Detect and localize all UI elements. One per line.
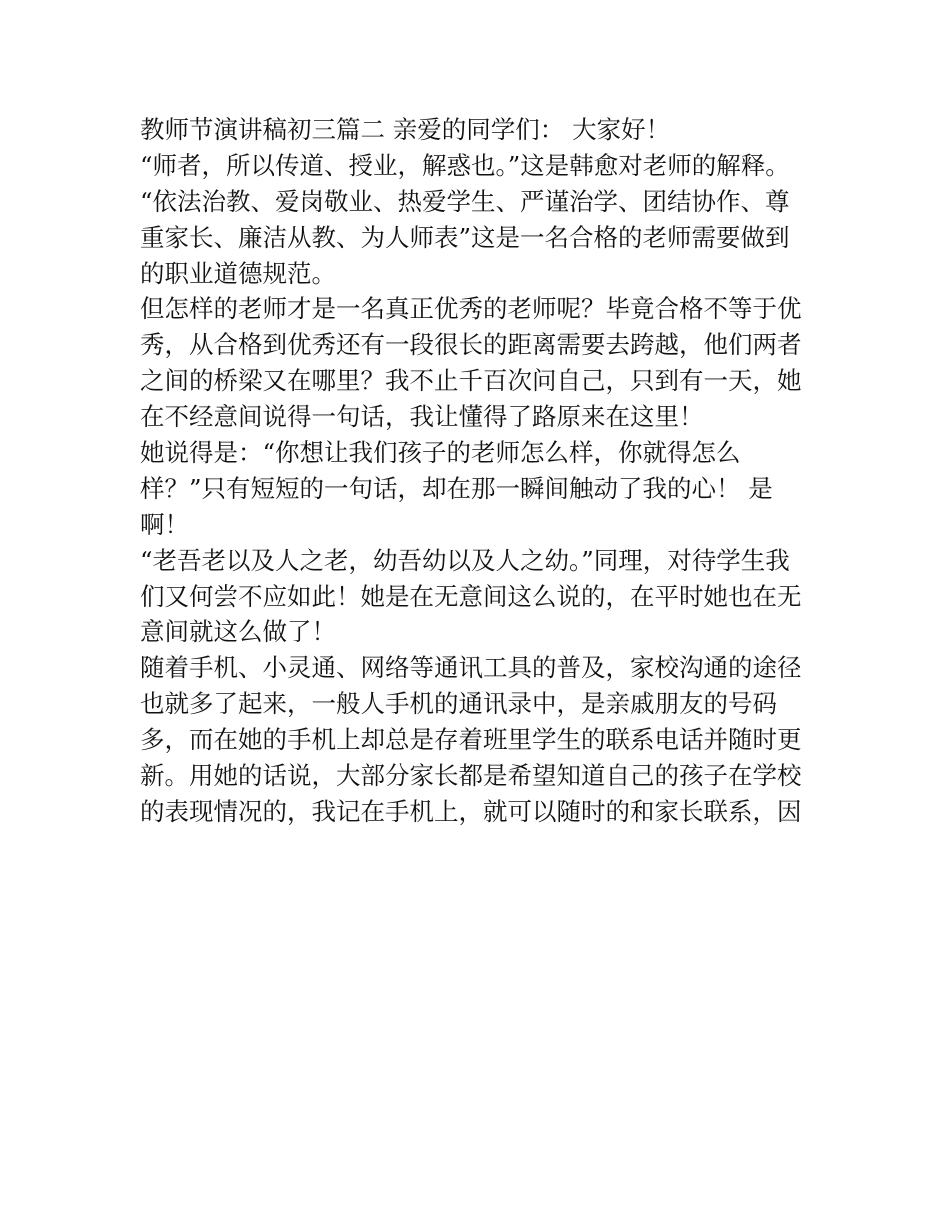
text-line: 样？”只有短短的一句话，却在那一瞬间触动了我的心！ 是 bbox=[140, 473, 773, 503]
text-line: 重家长、廉洁从教、为人师表”这是一名合格的老师需要做到 bbox=[140, 222, 790, 252]
text-line: 之间的桥梁又在哪里？我不止千百次问自己，只到有一天，她 bbox=[140, 366, 802, 396]
text-line: “老吾老以及人之老，幼吾幼以及人之幼。”同理，对待学生我 bbox=[140, 545, 790, 575]
text-line-title: 教师节演讲稿初三篇二 亲爱的同学们： 大家好！ bbox=[140, 115, 671, 144]
text-line: 啊！ bbox=[140, 509, 189, 539]
text-line: 的表现情况的，我记在手机上，就可以随时的和家长联系，因 bbox=[140, 796, 802, 826]
text-line: “师者，所以传道、授业，解惑也。”这是韩愈对老师的解释。 bbox=[140, 150, 790, 180]
text-line: 她说得是：“你想让我们孩子的老师怎么样，你就得怎么 bbox=[140, 438, 741, 468]
text-line: 意间就这么做了！ bbox=[140, 617, 336, 647]
text-line: 的职业道德规范。 bbox=[140, 258, 336, 288]
text-line: 们又何尝不应如此！她是在无意间这么说的，在平时她也在无 bbox=[140, 581, 802, 611]
text-line: 也就多了起来，一般人手机的通讯录中，是亲戚朋友的号码 bbox=[140, 689, 777, 719]
speech-text-body bbox=[140, 112, 820, 830]
text-line: 随着手机、小灵通、网络等通讯工具的普及，家校沟通的途径 bbox=[140, 653, 802, 683]
text-line: 在不经意间说得一句话，我让懂得了路原来在这里！ bbox=[140, 402, 704, 432]
text-line: 新。用她的话说，大部分家长都是希望知道自己的孩子在学校 bbox=[140, 761, 802, 791]
text-line: 多，而在她的手机上却总是存着班里学生的联系电话并随时更 bbox=[140, 725, 802, 755]
text-line: 但怎样的老师才是一名真正优秀的老师呢？毕竟合格不等于优 bbox=[140, 294, 802, 324]
text-line: “依法治教、爱岗敬业、热爱学生、严谨治学、团结协作、尊 bbox=[140, 186, 790, 216]
text-line: 秀，从合格到优秀还有一段很长的距离需要去跨越，他们两者 bbox=[140, 330, 802, 360]
